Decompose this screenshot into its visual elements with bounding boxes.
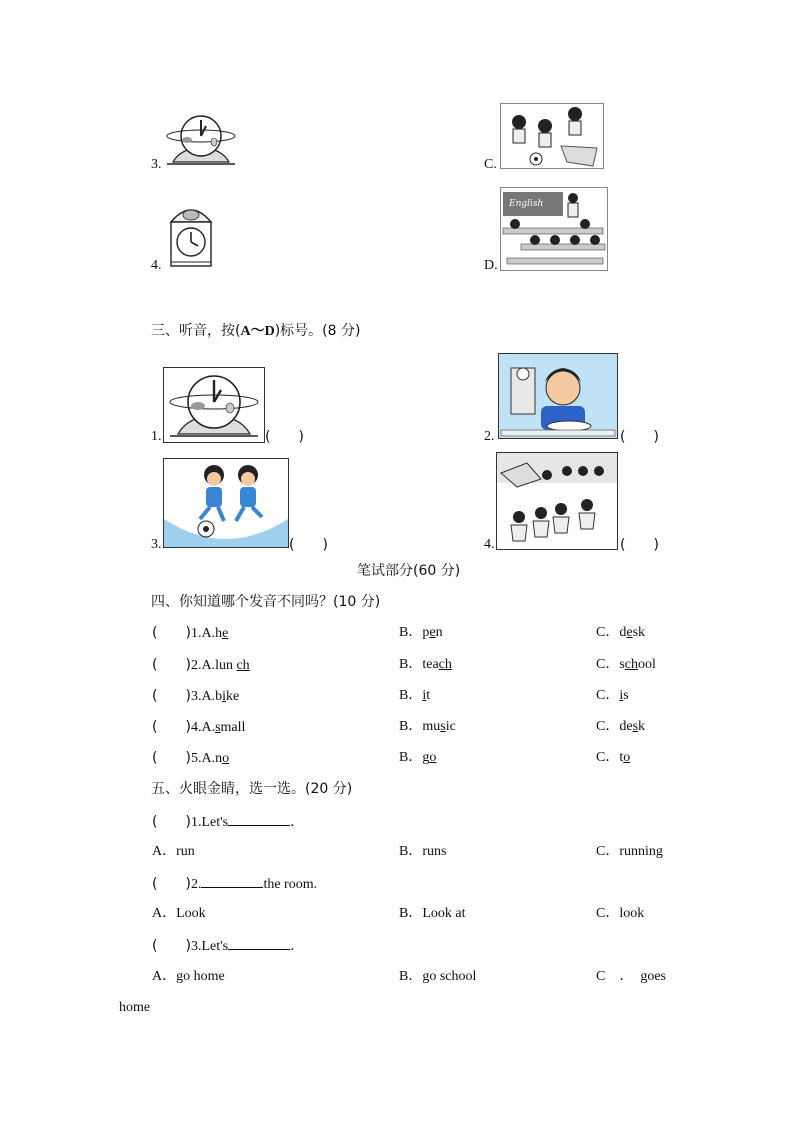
s4-row-2: ( )2.A.lun ch: [152, 657, 250, 673]
answer-paren[interactable]: ( ): [152, 719, 191, 735]
s3-label-1: 1.: [151, 429, 162, 444]
s5-q2: ( )2. the room.: [152, 876, 318, 892]
s3-label-3: 3.: [151, 537, 162, 552]
s5-q3: ( )3.Let's ．: [152, 938, 305, 954]
s4-row-1-option-b: B．pen: [399, 625, 443, 640]
item-label-d: D.: [484, 258, 498, 273]
item-label-4: 4.: [151, 258, 162, 273]
s4-row-5-option-b: B．go: [399, 750, 437, 765]
answer-paren[interactable]: ( ): [152, 750, 191, 766]
answer-paren[interactable]: ( ): [152, 814, 191, 830]
english-classroom-image: [500, 187, 608, 271]
s5-q1-option-a: A．run: [152, 844, 195, 859]
s5-q3-option-c: C ． goes: [596, 969, 666, 984]
s4-row-4-option-c: C．desk: [596, 719, 646, 734]
boy-eating-lunch-image: [498, 353, 618, 439]
written-part-title: 笔试部分(60 分): [357, 563, 461, 579]
s4-row-4-option-b: B．music: [399, 719, 456, 734]
s5-q3-option-a: A．go home: [152, 969, 225, 984]
item-label-c: C.: [484, 157, 497, 172]
s4-row-1-option-c: C．desk: [596, 625, 646, 640]
fill-blank[interactable]: [201, 875, 263, 888]
english-sign-text: English: [509, 199, 544, 209]
s3-label-2: 2.: [484, 429, 495, 444]
s4-row-2-option-c: C．school: [596, 657, 656, 672]
fill-blank[interactable]: [228, 937, 290, 950]
fill-blank[interactable]: [228, 813, 290, 826]
s4-row-3: ( )3.A.bike: [152, 688, 240, 704]
s5-q1-option-c: C．running: [596, 844, 663, 859]
s3-answer-4[interactable]: ( ): [620, 537, 659, 553]
s5-q1: ( )1.Let's ．: [152, 814, 305, 830]
s4-row-5: ( )5.A.no: [152, 750, 230, 766]
kids-dancing-image: [496, 452, 618, 550]
s5-q3-option-b: B．go school: [399, 969, 477, 984]
s3-label-4: 4.: [484, 537, 495, 552]
s4-row-3-option-c: C．is: [596, 688, 629, 703]
s5-q2-option-c: C．look: [596, 906, 645, 921]
s5-q1-option-b: B．runs: [399, 844, 447, 859]
s4-row-3-option-b: B．it: [399, 688, 431, 703]
section3-title: 三、听音，按(A～D)标号。(8 分): [151, 323, 361, 339]
answer-paren[interactable]: ( ): [152, 625, 191, 641]
s3-answer-2[interactable]: ( ): [620, 429, 659, 445]
cuckoo-clock-image: [167, 202, 215, 268]
kids-playing-football-image: [500, 103, 604, 169]
s4-row-1: ( )1.A.he: [152, 625, 229, 641]
s5-q2-option-b: B．Look at: [399, 906, 466, 921]
answer-paren[interactable]: ( ): [152, 876, 191, 892]
s3-answer-3[interactable]: ( ): [289, 537, 328, 553]
clock-image: [163, 367, 265, 443]
section4-title: 四、你知道哪个发音不同吗？(10 分): [151, 594, 381, 610]
section5-title: 五、火眼金睛，选一选。(20 分): [151, 781, 353, 797]
boys-playing-football-image: [163, 458, 289, 548]
alarm-clock-image: [163, 112, 239, 168]
answer-paren[interactable]: ( ): [152, 938, 191, 954]
s3-answer-1[interactable]: ( ): [265, 429, 304, 445]
item-label-3: 3.: [151, 157, 162, 172]
s5-q3-option-c-wrap: home: [119, 1000, 151, 1015]
s4-row-5-option-c: C．to: [596, 750, 631, 765]
s4-row-2-option-b: B．teach: [399, 657, 452, 672]
s5-q2-option-a: A．Look: [152, 906, 206, 921]
s4-row-4: ( )4.A.small: [152, 719, 246, 735]
answer-paren[interactable]: ( ): [152, 657, 191, 673]
answer-paren[interactable]: ( ): [152, 688, 191, 704]
